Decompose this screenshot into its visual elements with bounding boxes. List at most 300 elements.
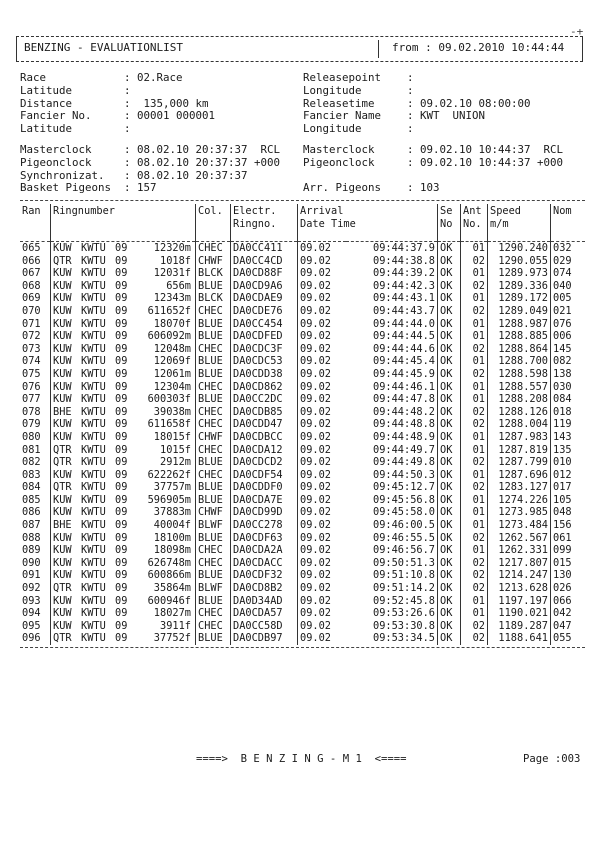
cell-date: 09.02 [298, 620, 347, 633]
cell-ringnumber [51, 620, 196, 633]
ring-yr: 09 [115, 519, 128, 532]
ring-ring: 600303f [147, 393, 191, 406]
table-row [20, 595, 585, 608]
cell-speed: 1288.987 [488, 318, 551, 331]
cell-ant: 01 [461, 381, 488, 394]
ring-yr: 09 [115, 607, 128, 620]
ring-club: KWTU [81, 506, 106, 519]
cell-speed: 1189.287 [488, 620, 551, 633]
race-info-right [303, 72, 531, 136]
cell-ringnumber [51, 544, 196, 557]
cell-nom: 119 [551, 418, 586, 431]
cell-electr: DA0CC58D [231, 620, 298, 633]
cell-electr: DA0CDCD2 [231, 456, 298, 469]
cell-se: OK [438, 242, 461, 255]
cell-ringnumber [51, 305, 196, 318]
cell-nom: 074 [551, 267, 586, 280]
ring-country: KUW [53, 242, 72, 254]
cell-speed: 1287.819 [488, 444, 551, 457]
table-row [20, 292, 585, 305]
cell-date: 09.02 [298, 595, 347, 608]
cell-ringnumber [51, 242, 196, 255]
cell-electr: DA0CDF63 [231, 532, 298, 545]
cell-date: 09.02 [298, 607, 347, 620]
cell-electr: DA0CDF32 [231, 569, 298, 582]
info-value: : 09.02.10 08:00:00 [407, 96, 531, 110]
cell-ran: 077 [22, 393, 41, 406]
ring-ring: 37757m [153, 481, 191, 494]
col-ringnumber: Ringnumber [51, 204, 196, 233]
info-label: Pigeonclock [303, 155, 375, 169]
cell-electr: DA0D34AD [231, 595, 298, 608]
ring-country: QTR [53, 443, 72, 456]
cell-time: 09:53:26.6 [373, 607, 435, 620]
cell-speed: 1289.049 [488, 305, 551, 318]
cell-ant: 02 [461, 343, 488, 356]
ring-club: KWTU [81, 254, 106, 267]
cell-date: 09.02 [298, 292, 347, 305]
ring-club: KWTU [81, 443, 106, 456]
cell-electr: DA0CDACC [231, 557, 298, 570]
ring-club: KWTU [81, 418, 106, 431]
cell-electr: DA0CDA12 [231, 444, 298, 457]
cell-speed: 1289.973 [488, 267, 551, 280]
cell-ant: 01 [461, 544, 488, 557]
cell-ringnumber [51, 557, 196, 570]
ring-country: KUW [53, 292, 72, 305]
cell-electr: DA0CDA7E [231, 494, 298, 507]
cell-time: 09:46:56.7 [373, 544, 435, 557]
cell-color: CHEC [196, 305, 231, 318]
ring-ring: 656m [166, 279, 191, 292]
cell-nom: 048 [551, 506, 586, 519]
cell-color: CHEC [196, 343, 231, 356]
cell-se: OK [438, 444, 461, 457]
info-label: Longitude [303, 122, 362, 136]
table-row [20, 607, 585, 620]
cell-ringnumber [51, 418, 196, 431]
cell-color: BLUE [196, 393, 231, 406]
info-value: : 08.02.10 20:37:37 RCL [124, 143, 281, 156]
cell-nom: 130 [551, 569, 586, 582]
ring-ring: 18100m [153, 531, 191, 544]
cell-ran: 085 [22, 493, 41, 506]
info-line [20, 123, 215, 136]
ring-ring: 626748m [147, 556, 191, 569]
table-row [20, 506, 585, 519]
ring-country: KUW [53, 556, 72, 569]
ring-yr: 09 [115, 304, 128, 317]
cell-ran: 091 [22, 569, 41, 582]
ring-country: KUW [53, 317, 72, 330]
ring-ring: 606092m [147, 330, 191, 343]
table-row [20, 456, 585, 469]
cell-nom: 017 [551, 481, 586, 494]
cell-speed: 1288.700 [488, 355, 551, 368]
cell-electr: DA0CC2DC [231, 393, 298, 406]
cell-ant: 01 [461, 444, 488, 457]
cell-time: 09:44:45.9 [373, 367, 435, 380]
ring-yr: 09 [115, 594, 128, 607]
ring-club: KWTU [81, 594, 106, 607]
cell-speed: 1262.567 [488, 532, 551, 545]
ring-country: KUW [53, 468, 72, 481]
cell-ant: 01 [461, 393, 488, 406]
cell-ant: 02 [461, 305, 488, 318]
ring-club: KWTU [81, 519, 106, 532]
table-row [20, 444, 585, 457]
cell-ant: 02 [461, 569, 488, 582]
ring-club: KWTU [81, 619, 106, 632]
cell-time: 09:44:49.7 [373, 443, 435, 456]
info-value: : 00001 000001 [124, 109, 216, 123]
cell-ringnumber [51, 393, 196, 406]
cell-ringnumber [51, 355, 196, 368]
info-label: Releasetime [303, 96, 375, 110]
cell-time: 09:44:37.9 [373, 242, 435, 254]
header-rule [20, 233, 585, 242]
cell-electr: DA0CDB97 [231, 632, 298, 645]
cell-speed: 1288.126 [488, 406, 551, 419]
cell-se: OK [438, 406, 461, 419]
table-row [20, 481, 585, 494]
cell-speed: 1288.864 [488, 343, 551, 356]
ring-yr: 09 [115, 317, 128, 330]
info-label: Arr. Pigeons [303, 181, 382, 195]
cell-speed: 1274.226 [488, 494, 551, 507]
ring-club: KWTU [81, 393, 106, 406]
ring-country: KUW [53, 355, 72, 368]
cell-ran: 084 [22, 481, 41, 494]
ring-country: QTR [53, 632, 72, 645]
cell-ran: 079 [22, 418, 41, 431]
table-row [20, 280, 585, 293]
cell-ant: 02 [461, 368, 488, 381]
ring-yr: 09 [115, 619, 128, 632]
cell-time: 09:44:49.8 [373, 456, 435, 469]
cell-nom: 138 [551, 368, 586, 381]
cell-ran: 081 [22, 443, 41, 456]
table-row [20, 255, 585, 268]
ring-ring: 12320m [153, 242, 191, 254]
cell-time: 09:50:51.3 [373, 556, 435, 569]
ring-ring: 18070f [153, 317, 191, 330]
cell-electr: DA0CDAE9 [231, 292, 298, 305]
cell-electr: DA0CD9A6 [231, 280, 298, 293]
ring-country: KUW [53, 430, 72, 443]
col-se [438, 204, 461, 233]
ring-country: KUW [53, 544, 72, 557]
cell-se: OK [438, 544, 461, 557]
info-value: : [124, 122, 131, 136]
cell-ringnumber [51, 582, 196, 595]
cell-time: 09:44:48.8 [373, 418, 435, 431]
ring-club: KWTU [81, 342, 106, 355]
cell-time: 09:51:10.8 [373, 569, 435, 582]
cell-se: OK [438, 355, 461, 368]
info-label: Longitude [303, 83, 362, 97]
ring-yr: 09 [115, 254, 128, 267]
ring-country: KUW [53, 531, 72, 544]
ring-country: QTR [53, 582, 72, 595]
table-row [20, 620, 585, 633]
cell-time: 09:46:00.5 [373, 519, 435, 532]
cell-color: BLWF [196, 519, 231, 532]
ring-club: KWTU [81, 531, 106, 544]
cell-time: 09:53:34.5 [373, 632, 435, 645]
cell-se: OK [438, 318, 461, 331]
cell-color: BLUE [196, 632, 231, 645]
cell-electr: DA0CC278 [231, 519, 298, 532]
cell-se: OK [438, 494, 461, 507]
cell-color: CHEC [196, 544, 231, 557]
cell-nom: 018 [551, 406, 586, 419]
info-value: : 157 [124, 181, 157, 195]
cell-ran: 076 [22, 380, 41, 393]
cell-ran: 087 [22, 519, 41, 532]
cell-nom: 021 [551, 305, 586, 318]
cell-speed: 1287.983 [488, 431, 551, 444]
ring-club: KWTU [81, 317, 106, 330]
cell-speed: 1288.598 [488, 368, 551, 381]
cell-ran: 074 [22, 355, 41, 368]
cell-speed: 1290.240 [488, 242, 551, 255]
footer-banner: ====> B E N Z I N G - M 1 <==== [196, 753, 407, 765]
cell-date: 09.02 [298, 343, 347, 356]
cell-speed: 1188.641 [488, 632, 551, 645]
cell-se: OK [438, 381, 461, 394]
cell-ran: 096 [22, 632, 41, 645]
ring-club: KWTU [81, 481, 106, 494]
ring-yr: 09 [115, 292, 128, 305]
cell-se: OK [438, 456, 461, 469]
cell-date: 09.02 [298, 418, 347, 431]
table-header-row [20, 204, 585, 233]
cell-ringnumber [51, 506, 196, 519]
cell-electr: DA0CD88F [231, 267, 298, 280]
info-label: Synchronizat. [20, 168, 105, 182]
ring-club: KWTU [81, 380, 106, 393]
table-row [20, 582, 585, 595]
cell-date: 09.02 [298, 368, 347, 381]
cell-nom: 006 [551, 330, 586, 343]
cell-nom: 084 [551, 393, 586, 406]
cell-ringnumber [51, 569, 196, 582]
ring-yr: 09 [115, 632, 128, 645]
col-time-label: Time [331, 218, 356, 230]
cell-ran: 068 [22, 279, 41, 292]
table-row [20, 494, 585, 507]
cell-electr: DA0CDC3F [231, 343, 298, 356]
cell-ant: 01 [461, 330, 488, 343]
cell-se: OK [438, 418, 461, 431]
cell-ant: 01 [461, 355, 488, 368]
cell-ant: 02 [461, 582, 488, 595]
cell-se: OK [438, 255, 461, 268]
cell-color: BLUE [196, 569, 231, 582]
ring-yr: 09 [115, 493, 128, 506]
ring-club: KWTU [81, 544, 106, 557]
ring-ring: 12343m [153, 292, 191, 305]
info-line [303, 123, 531, 136]
cell-date: 09.02 [298, 469, 347, 482]
cell-electr: DA0CDFED [231, 330, 298, 343]
info-line [303, 72, 531, 85]
results-table [20, 204, 585, 645]
cell-ran: 072 [22, 330, 41, 343]
table-row [20, 406, 585, 419]
ring-club: KWTU [81, 569, 106, 582]
cell-speed: 1287.696 [488, 469, 551, 482]
cell-color: BLUE [196, 595, 231, 608]
info-label: Masterclock [20, 143, 92, 156]
cell-ant: 01 [461, 267, 488, 280]
ring-ring: 18015f [153, 430, 191, 443]
cell-time: 09:46:55.5 [373, 531, 435, 544]
ring-country: KUW [53, 418, 72, 431]
cell-time: 09:44:43.1 [373, 292, 435, 305]
cell-color: CHEC [196, 406, 231, 419]
cell-time: 09:52:45.8 [373, 594, 435, 607]
col-ant [461, 204, 488, 233]
cell-ringnumber [51, 381, 196, 394]
cell-date: 09.02 [298, 444, 347, 457]
cell-nom: 047 [551, 620, 586, 633]
cell-ant: 01 [461, 519, 488, 532]
info-value: : 08.02.10 20:37:37 +000 [124, 155, 281, 169]
cell-speed: 1273.484 [488, 519, 551, 532]
col-speed-label: Speed [490, 205, 521, 217]
cell-ran: 065 [22, 242, 41, 254]
cell-electr: DA0CC454 [231, 318, 298, 331]
cell-date: 09.02 [298, 506, 347, 519]
cell-nom: 029 [551, 255, 586, 268]
ring-yr: 09 [115, 279, 128, 292]
cell-ant: 01 [461, 506, 488, 519]
cell-se: OK [438, 632, 461, 645]
info-label: Releasepoint [303, 71, 382, 84]
info-value: : [124, 83, 131, 97]
cell-color: BLUE [196, 355, 231, 368]
ring-ring: 12031f [153, 267, 191, 280]
ring-ring: 35864m [153, 582, 191, 595]
cell-ran: 073 [22, 342, 41, 355]
race-info-left [20, 72, 215, 136]
info-line [303, 157, 563, 170]
cell-color: CHWF [196, 255, 231, 268]
cell-se: OK [438, 557, 461, 570]
ring-club: KWTU [81, 607, 106, 620]
cell-ran: 086 [22, 506, 41, 519]
cell-ringnumber [51, 595, 196, 608]
ring-yr: 09 [115, 367, 128, 380]
cell-speed: 1288.885 [488, 330, 551, 343]
cell-nom: 099 [551, 544, 586, 557]
cell-se: OK [438, 607, 461, 620]
ring-yr: 09 [115, 506, 128, 519]
table-row [20, 393, 585, 406]
cell-time: 09:51:14.2 [373, 582, 435, 595]
cell-nom: 010 [551, 456, 586, 469]
ring-ring: 600946f [147, 594, 191, 607]
ring-club: KWTU [81, 242, 106, 254]
cell-se: OK [438, 569, 461, 582]
cell-date: 09.02 [298, 431, 347, 444]
cell-ran: 075 [22, 367, 41, 380]
cell-ran: 070 [22, 304, 41, 317]
col-se-label: Se [440, 205, 453, 217]
cell-color: CHEC [196, 418, 231, 431]
ring-country: QTR [53, 456, 72, 469]
ring-ring: 12069f [153, 355, 191, 368]
cell-speed: 1289.336 [488, 280, 551, 293]
cell-color: BLUE [196, 494, 231, 507]
header-divider [378, 40, 379, 58]
cell-speed: 1287.799 [488, 456, 551, 469]
ring-yr: 09 [115, 267, 128, 280]
cell-date: 09.02 [298, 330, 347, 343]
cell-speed: 1283.127 [488, 481, 551, 494]
ring-country: QTR [53, 254, 72, 267]
cell-ran: 069 [22, 292, 41, 305]
ring-country: KUW [53, 607, 72, 620]
table-row [20, 544, 585, 557]
cell-ant: 02 [461, 280, 488, 293]
cell-date: 09.02 [298, 544, 347, 557]
ring-ring: 611652f [147, 304, 191, 317]
cell-ringnumber [51, 343, 196, 356]
cell-speed: 1290.055 [488, 255, 551, 268]
cell-date: 09.02 [298, 242, 347, 255]
cell-ringnumber [51, 318, 196, 331]
ring-country: KUW [53, 304, 72, 317]
table-row [20, 381, 585, 394]
cell-electr: DA0CC4CD [231, 255, 298, 268]
cell-nom: 005 [551, 292, 586, 305]
cell-speed: 1273.985 [488, 506, 551, 519]
cell-ran: 090 [22, 556, 41, 569]
col-color: Col. [196, 204, 231, 233]
cell-color: CHEC [196, 242, 231, 255]
cell-date: 09.02 [298, 569, 347, 582]
ring-yr: 09 [115, 380, 128, 393]
ring-club: KWTU [81, 292, 106, 305]
info-label: Masterclock [303, 143, 375, 156]
cell-time: 09:53:30.8 [373, 619, 435, 632]
ring-ring: 3911f [160, 619, 191, 632]
ring-country: KUW [53, 493, 72, 506]
cell-ran: 080 [22, 430, 41, 443]
ring-country: KUW [53, 380, 72, 393]
cell-color: CHEC [196, 444, 231, 457]
cell-ringnumber [51, 532, 196, 545]
cell-date: 09.02 [298, 481, 347, 494]
ring-yr: 09 [115, 556, 128, 569]
ring-yr: 09 [115, 443, 128, 456]
cell-color: CHWF [196, 506, 231, 519]
ring-club: KWTU [81, 405, 106, 418]
cell-date: 09.02 [298, 381, 347, 394]
ring-country: KUW [53, 267, 72, 280]
cell-nom: 076 [551, 318, 586, 331]
ring-country: KUW [53, 506, 72, 519]
col-ant-label: Ant [463, 205, 482, 217]
clock-info-right [303, 144, 563, 195]
ring-country: KUW [53, 342, 72, 355]
cell-color: BLUE [196, 280, 231, 293]
ring-club: KWTU [81, 556, 106, 569]
ring-ring: 40004f [153, 519, 191, 532]
